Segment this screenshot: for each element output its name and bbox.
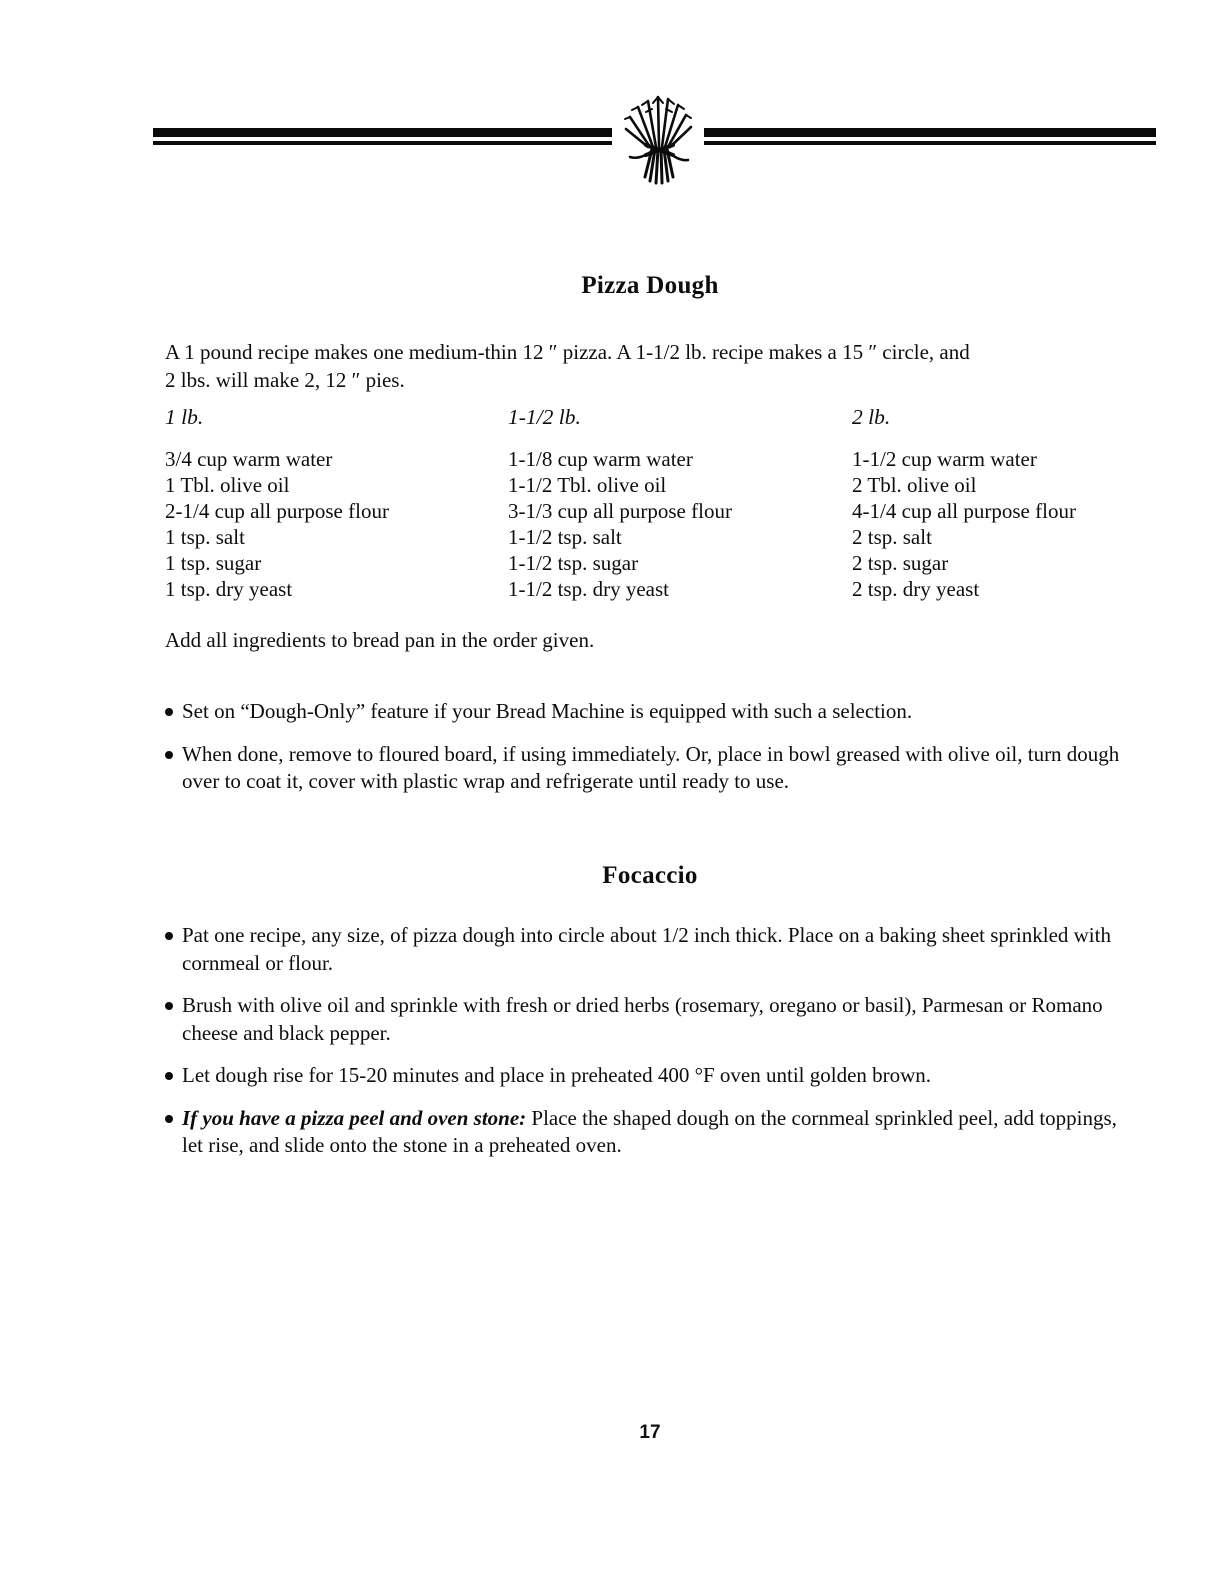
column-1-5lb — [508, 405, 848, 602]
ingredient-columns — [0, 405, 1229, 615]
page-number: 17 — [639, 1422, 661, 1443]
column-1lb — [165, 405, 505, 602]
column-2lb — [852, 405, 1192, 602]
bullet-text: Brush with olive oil and sprinkle with fresh or dried herbs (rosemary, oregano or basil), Parmesan or Romano cheese and black pepper. — [182, 993, 1103, 1045]
bullet-text: When done, remove to floured board, if using immediately. Or, place in bowl greased with olive oil, turn dough over to coat it, cover with plastic wrap and refrigerate until ready to use. — [182, 741, 1120, 793]
ingredient-item: 1-1/2 tsp. sugar — [508, 551, 639, 575]
bullet-dot-icon — [165, 1002, 173, 1010]
pizza-dough-title: Pizza Dough — [581, 272, 719, 299]
ingredient-item: 2 tsp. dry yeast — [852, 577, 980, 601]
bullet-item — [165, 992, 1135, 1047]
wheat-sheaf-icon — [612, 93, 704, 187]
ingredient-item: 1-1/2 cup warm water — [852, 447, 1037, 471]
bullet-item — [165, 1062, 1135, 1090]
pizza-dough-instruction: Add all ingredients to bread pan in the order given. — [165, 628, 595, 652]
bullet-item — [165, 698, 1135, 726]
ingredient-item: 2-1/4 cup all purpose flour — [165, 499, 389, 523]
bullet-dot-icon — [165, 1072, 173, 1080]
pizza-dough-bullets — [165, 698, 1135, 811]
ingredient-item: 1 tsp. sugar — [165, 551, 262, 575]
bullet-dot-icon — [165, 751, 173, 759]
ingredient-item: 1-1/2 tsp. dry yeast — [508, 577, 669, 601]
bullet-text: Set on “Dough-Only” feature if your Bread Machine is equipped with such a selection. — [182, 699, 913, 723]
ingredient-item: 1-1/8 cup warm water — [508, 447, 693, 471]
focaccio-title: Focaccio — [602, 862, 698, 889]
bullet-item — [165, 741, 1135, 796]
intro-line: A 1 pound recipe makes one medium-thin 12 ″ pizza. A 1-1/2 lb. recipe makes a 15 ″ circle, and — [165, 340, 970, 364]
focaccio-bullets — [165, 922, 1135, 1175]
bullet-item — [165, 1105, 1135, 1160]
ingredient-item: 3-1/3 cup all purpose flour — [508, 499, 732, 523]
bullet-text: Pat one recipe, any size, of pizza dough into circle about 1/2 inch thick. Place on a baking sheet sprinkled with cornmeal or flour. — [182, 923, 1111, 975]
bullet-lead: If you have a pizza peel and oven stone: — [182, 1105, 527, 1130]
column-header: 1-1/2 lb. — [508, 405, 581, 429]
ingredient-item: 3/4 cup warm water — [165, 447, 333, 471]
bullet-text: If you have a pizza peel and oven stone: Place the shaped dough on the cornmeal sprinkled peel, add toppings, let rise, and slide onto the stone in a preheated oven. — [182, 1105, 1117, 1157]
ingredient-item: 2 tsp. salt — [852, 525, 932, 549]
ingredient-item: 1-1/2 tsp. salt — [508, 525, 622, 549]
intro-line: 2 lbs. will make 2, 12 ″ pies. — [165, 368, 405, 392]
ingredient-item: 1 tsp. dry yeast — [165, 577, 293, 601]
bullet-dot-icon — [165, 1115, 173, 1123]
bullet-dot-icon — [165, 932, 173, 940]
column-header: 2 lb. — [852, 405, 891, 429]
pizza-dough-intro — [165, 338, 1135, 394]
ingredient-item: 2 Tbl. olive oil — [852, 473, 977, 497]
column-header: 1 lb. — [165, 405, 204, 429]
bullet-text: Let dough rise for 15-20 minutes and place in preheated 400 °F oven until golden brown. — [182, 1063, 932, 1087]
bullet-item — [165, 922, 1135, 977]
ingredient-item: 1 tsp. salt — [165, 525, 245, 549]
bullet-dot-icon — [165, 708, 173, 716]
ingredient-item: 4-1/4 cup all purpose flour — [852, 499, 1076, 523]
ingredient-item: 2 tsp. sugar — [852, 551, 949, 575]
ingredient-item: 1 Tbl. olive oil — [165, 473, 290, 497]
ingredient-item: 1-1/2 Tbl. olive oil — [508, 473, 667, 497]
